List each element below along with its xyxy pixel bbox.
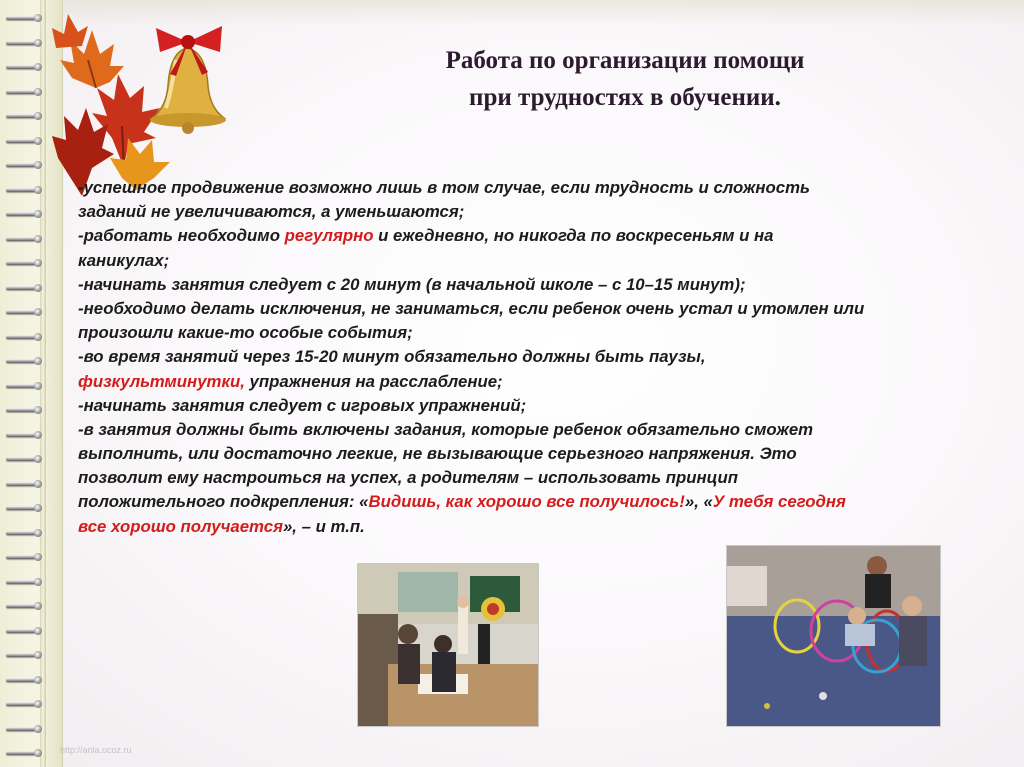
spiral-ring	[6, 63, 42, 71]
body-text: и ежедневно, но никогда по воскресеньям и на	[373, 226, 774, 246]
body-line	[78, 273, 998, 297]
spiral-ring	[6, 137, 42, 145]
body-text: », – и т.п.	[282, 516, 365, 536]
highlight-text: Видишь, как хорошо все получилось!	[368, 492, 685, 512]
spiral-ring	[6, 333, 42, 341]
slide-title	[300, 42, 950, 116]
body-line	[78, 394, 998, 418]
spiral-ring	[6, 406, 42, 414]
body-line	[78, 442, 998, 466]
body-line	[78, 176, 998, 200]
body-line	[78, 490, 998, 514]
classroom-photo	[357, 563, 539, 727]
spiral-ring	[6, 725, 42, 733]
spiral-ring	[6, 749, 42, 757]
spiral-ring	[6, 88, 42, 96]
spiral-ring	[6, 210, 42, 218]
spiral-ring	[6, 504, 42, 512]
highlight-text: все хорошо получается	[78, 516, 283, 536]
spiral-ring	[6, 382, 42, 390]
body-text: », «	[684, 492, 713, 512]
spiral-ring	[6, 455, 42, 463]
body-text: упражнения на расслабление;	[244, 371, 503, 391]
body-line	[78, 200, 998, 224]
body-text: -во время занятий через 15-20 минут обязательно должны быть паузы,	[78, 347, 706, 367]
body-text: выполнить, или достаточно легкие, не вызывающие серьезного напряжения. Это	[78, 444, 797, 464]
highlight-text: регулярно	[284, 226, 374, 246]
spiral-ring	[6, 186, 42, 194]
spiral-ring	[6, 578, 42, 586]
spiral-ring	[6, 431, 42, 439]
body-text: положительного подкрепления: «	[78, 492, 369, 512]
watermark: http://anla.ucoz.ru	[60, 745, 132, 755]
body-line	[78, 418, 998, 442]
body-text: заданий не увеличиваются, а уменьшаются;	[78, 202, 465, 222]
body-line	[78, 224, 998, 248]
title-line-2: при трудностях в обучении.	[469, 84, 781, 111]
body-line	[78, 515, 998, 539]
spiral-ring	[6, 480, 42, 488]
spiral-ring	[6, 112, 42, 120]
bell-with-bow-icon	[150, 26, 226, 134]
body-text: -в занятия должны быть включены задания, которые ребенок обязательно сможет	[78, 419, 814, 439]
spiral-ring	[6, 161, 42, 169]
body-line	[78, 321, 998, 345]
body-line	[78, 297, 998, 321]
spiral-ring	[6, 235, 42, 243]
slide-body	[78, 176, 998, 539]
spiral-ring	[6, 627, 42, 635]
spiral-ring	[6, 529, 42, 537]
highlight-text: физкультминутки,	[78, 371, 245, 391]
body-text: -необходимо делать исключения, не заниматься, если ребенок очень устал и утомлен или	[78, 298, 865, 318]
body-text: -начинать занятия следует с 20 минут (в начальной школе – с 10–15 минут);	[78, 274, 746, 294]
body-text: произошли какие-то особые события;	[78, 323, 413, 343]
title-line-1: Работа по организации помощи	[445, 47, 805, 74]
spiral-ring	[6, 308, 42, 316]
spiral-ring	[6, 357, 42, 365]
body-text: -успешное продвижение возможно лишь в том случае, если трудность и сложность	[78, 178, 810, 197]
spiral-ring	[6, 602, 42, 610]
body-text: -начинать занятия следует с игровых упражнений;	[78, 395, 527, 415]
highlight-text: У тебя сегодня	[712, 492, 846, 512]
spiral-ring	[6, 651, 42, 659]
spiral-ring	[6, 700, 42, 708]
kids-hoops-photo	[726, 545, 941, 727]
spiral-ring	[6, 284, 42, 292]
spiral-ring	[6, 553, 42, 561]
spiral-ring	[6, 259, 42, 267]
body-line	[78, 249, 998, 273]
spiral-ring	[6, 676, 42, 684]
body-line	[78, 345, 998, 369]
body-line	[78, 370, 998, 394]
spiral-ring	[6, 14, 42, 22]
body-text: каникулах;	[78, 250, 170, 270]
body-line	[78, 466, 998, 490]
body-text: позволит ему настроиться на успех, а родителям – использовать принцип	[78, 468, 738, 488]
body-text: -работать необходимо	[78, 226, 285, 246]
spiral-ring	[6, 39, 42, 47]
